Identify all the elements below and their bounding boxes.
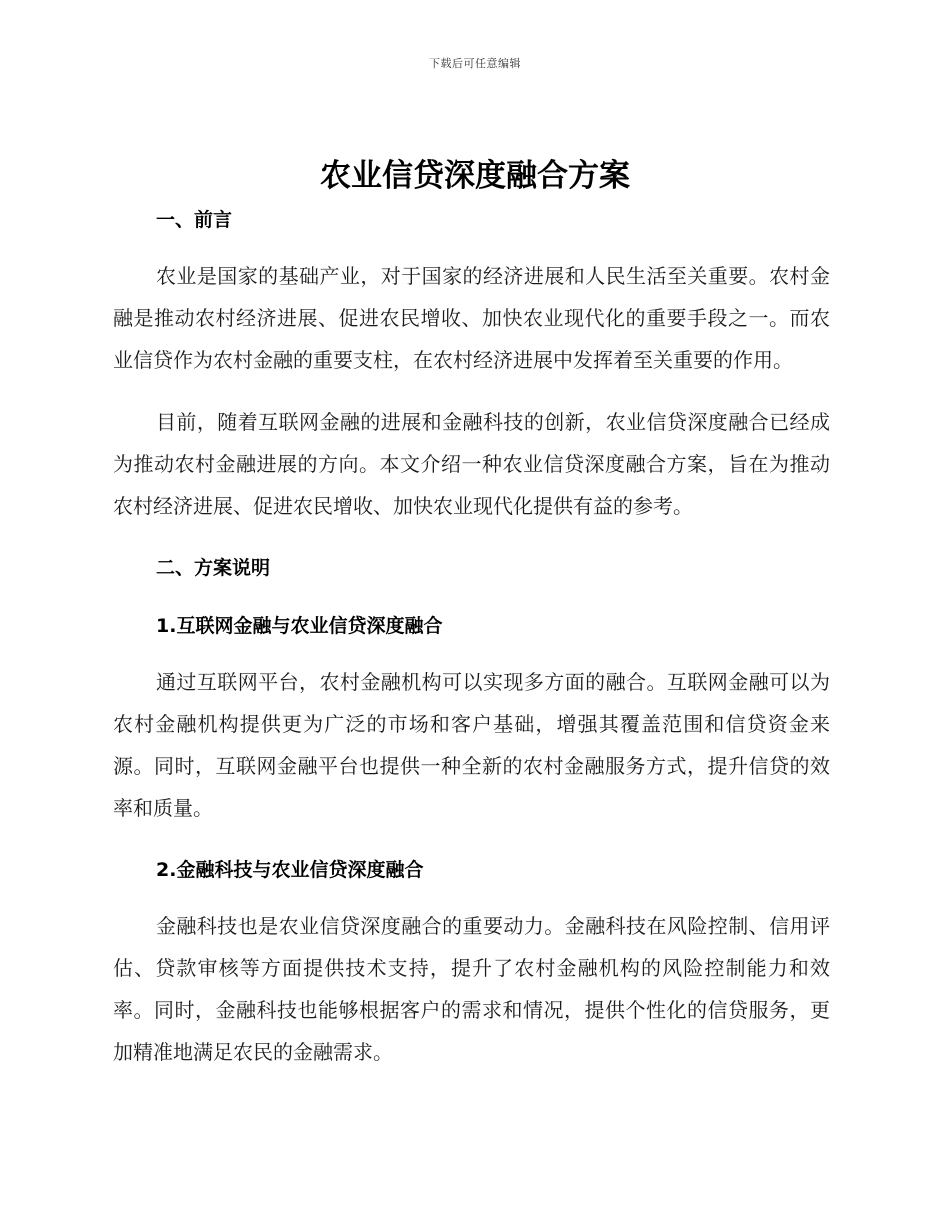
subsection-heading-internet-finance: 1.互联网金融与农业信贷深度融合 [156, 615, 443, 637]
preface-paragraph-1: 农业是国家的基础产业，对于国家的经济进展和人民生活至关重要。农村金融是推动农村经济进展、促进农民增收、加快农业现代化的重要手段之一。而农业信贷作为农村金融的重要支柱，在农村经济进展中发挥着至关重要的作用。 [113, 264, 830, 372]
section-heading-preface: 一、前言 [156, 209, 233, 231]
header-note: 下载后可任意编辑 [429, 57, 521, 70]
section-heading-plan: 二、方案说明 [156, 557, 271, 579]
fintech-paragraph: 金融科技也是农业信贷深度融合的重要动力。金融科技在风险控制、信用评估、贷款审核等方面提供技术支持，提升了农村金融机构的风险控制能力和效率。同时，金融科技也能够根据客户的需求和情况，提供个性化的信贷服务，更加精准地满足农民的金融需求。 [113, 914, 830, 1064]
document-body [113, 203, 830, 1073]
subsection-heading-fintech: 2.金融科技与农业信贷深度融合 [156, 859, 424, 881]
internet-finance-paragraph: 通过互联网平台，农村金融机构可以实现多方面的融合。互联网金融可以为农村金融机构提供更为广泛的市场和客户基础，增强其覆盖范围和信贷资金来源。同时，互联网金融平台也提供一种全新的农村金融服务方式，提升信贷的效率和质量。 [113, 670, 830, 820]
document-title: 农业信贷深度融合方案 [320, 158, 630, 194]
preface-paragraph-2: 目前，随着互联网金融的进展和金融科技的创新，农业信贷深度融合已经成为推动农村金融进展的方向。本文介绍一种农业信贷深度融合方案，旨在为推动农村经济进展、促进农民增收、加快农业现代化提供有益的参考。 [113, 410, 830, 518]
